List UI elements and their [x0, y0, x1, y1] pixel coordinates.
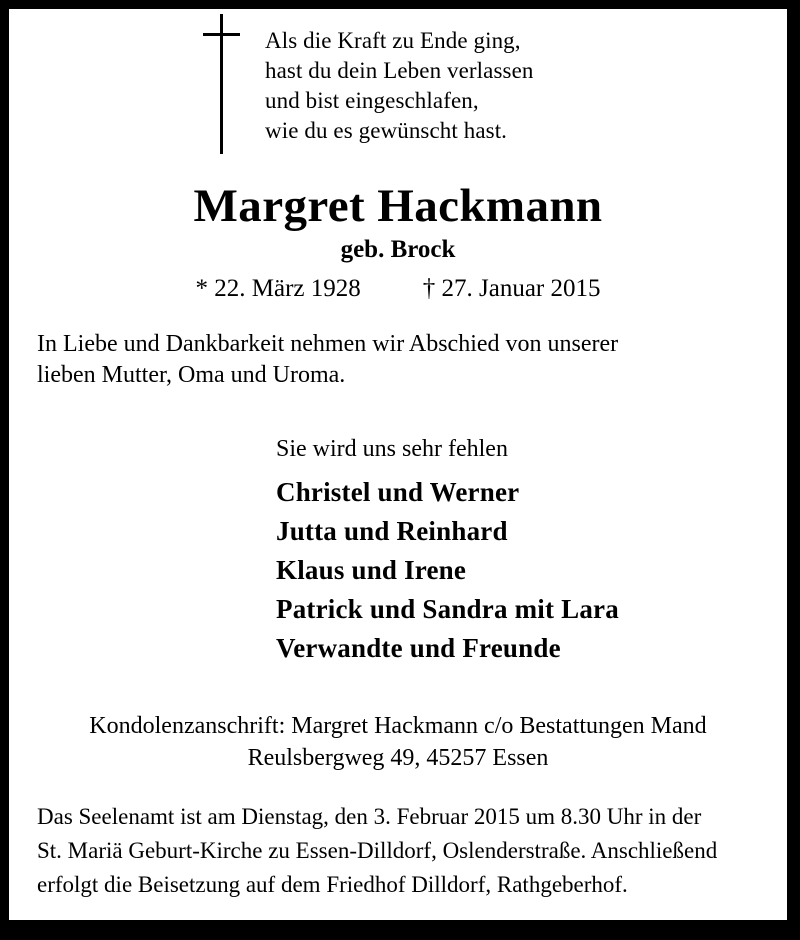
deceased-name-block	[9, 179, 787, 305]
deceased-full-name: Margret Hackmann	[193, 180, 603, 232]
obituary-content-area	[9, 9, 787, 920]
verse-block	[9, 9, 787, 157]
farewell-line-1: In Liebe und Dankbarkeit nehmen wir Abschied von unserer	[37, 331, 619, 357]
mourner-item: Verwandte und Freunde	[276, 633, 561, 663]
verse-line-3: und bist eingeschlafen,	[265, 88, 479, 113]
birth-date: * 22. März 1928	[195, 275, 361, 302]
funeral-service-details	[37, 800, 785, 902]
condolence-address	[9, 710, 787, 774]
christian-cross-icon	[201, 14, 241, 154]
service-line-3: erfolgt die Beisetzung auf dem Friedhof Dilldorf, Rathgeberhof.	[37, 872, 628, 897]
miss-line: Sie wird uns sehr fehlen	[276, 436, 508, 462]
service-line-2: St. Mariä Geburt-Kirche zu Essen-Dilldorf, Oslenderstraße. Anschließend	[37, 838, 718, 863]
verse-line-2: hast du dein Leben verlassen	[265, 58, 534, 83]
condolence-line-2: Reulsbergweg 49, 45257 Essen	[247, 745, 549, 771]
service-line-1: Das Seelenamt ist am Dienstag, den 3. Februar 2015 um 8.30 Uhr in der	[37, 804, 702, 829]
death-date: † 27. Januar 2015	[422, 275, 601, 302]
mourner-item: Klaus und Irene	[276, 555, 467, 585]
deceased-maiden-name: geb. Brock	[340, 236, 456, 263]
cross-bar	[203, 33, 240, 36]
verse-line-1: Als die Kraft zu Ende ging,	[265, 28, 521, 53]
mourners-list	[276, 473, 787, 668]
condolence-line-1: Kondolenzanschrift: Margret Hackmann c/o Bestattungen Mand	[89, 713, 707, 739]
memorial-verse	[265, 26, 534, 146]
mourners-block	[9, 433, 787, 668]
life-dates	[9, 273, 787, 305]
mourner-item: Patrick und Sandra mit Lara	[276, 594, 619, 624]
verse-line-4: wie du es gewünscht hast.	[265, 118, 508, 143]
farewell-paragraph	[37, 329, 727, 391]
mourner-item: Jutta und Reinhard	[276, 516, 508, 546]
mourner-item: Christel und Werner	[276, 477, 520, 507]
farewell-line-2: lieben Mutter, Oma und Uroma.	[37, 362, 346, 388]
